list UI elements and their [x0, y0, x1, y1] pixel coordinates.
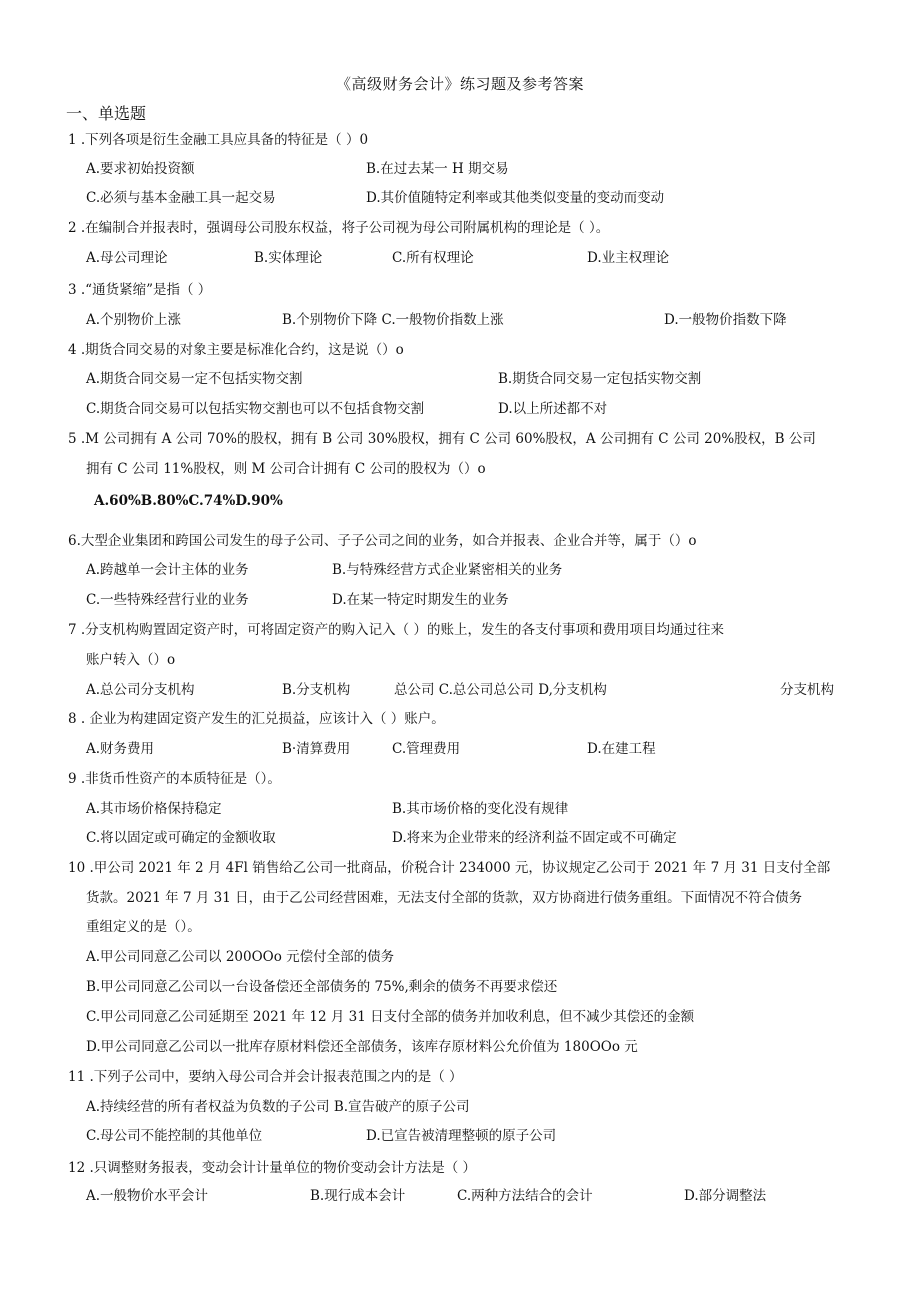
question-10-option-d: D.甲公司同意乙公司以一批库存原材料偿还全部债务，该库存原材料公允价值为 180OOo 元 [86, 1039, 638, 1055]
question-12-option-d: D.部分调整法 [684, 1188, 767, 1204]
question-10-stem-line-3: 重组定义的是（）。 [86, 919, 201, 935]
question-2-option-c: C.所有权理论 [392, 250, 474, 266]
question-5-stem-line-2: 拥有 C 公司 11%股权，则 M 公司合计拥有 C 公司的股权为（）o [86, 461, 486, 477]
question-4-option-a: A.期货合同交易一定不包括实物交割 [86, 371, 303, 387]
question-12-option-c: C.两种方法结合的会计 [457, 1188, 593, 1204]
question-6-stem: 6.大型企业集团和跨国公司发生的母子公司、子子公司之间的业务，如合并报表、企业合并等，属于（）o [68, 533, 697, 549]
question-4-option-b: B.期货合同交易一定包括实物交割 [498, 371, 702, 387]
question-10-option-b: B.甲公司同意乙公司以一台设备偿还全部债务的 75%,剩余的债务不再要求偿还 [86, 979, 558, 995]
question-7-option-tail: 分支机构 [780, 682, 834, 698]
question-5-stem-line-1: 5 .M 公司拥有 A 公司 70%的股权，拥有 B 公司 30%股权，拥有 C 公司 60%股权，A 公司拥有 C 公司 20%股权，B 公司 [68, 431, 816, 447]
question-9-option-a: A.其市场价格保持稳定 [86, 801, 222, 817]
question-4-option-c: C.期货合同交易可以包括实物交割也可以不包括食物交割 [86, 401, 425, 417]
question-2-option-d: D.业主权理论 [587, 250, 670, 266]
question-6-option-c: C.一些特殊经营行业的业务 [86, 592, 249, 608]
question-3-option-bc: B.个别物价下降 C.一般物价指数上涨 [282, 312, 504, 328]
question-9-option-b: B.其市场价格的变化没有规律 [392, 801, 569, 817]
question-8-option-d: D.在建工程 [587, 741, 656, 757]
question-8-option-a: A.财务费用 [86, 741, 155, 757]
question-3-stem: 3 .“通货紧缩”是指（ ） [68, 282, 212, 298]
question-11-option-d: D.已宣告被清理整顿的原子公司 [366, 1128, 557, 1144]
question-9-stem: 9 .非货币性资产的本质特征是（）。 [68, 771, 281, 787]
question-7-option-a: A.总公司分支机构 [86, 682, 195, 698]
question-2-option-a: A.母公司理论 [86, 250, 168, 266]
question-1-option-a: A.要求初始投资额 [86, 161, 195, 177]
question-1-stem: 1 .下列各项是衍生金融工具应具备的特征是（ ）0 [68, 132, 369, 148]
question-6-option-d: D.在某一特定时期发生的业务 [332, 592, 509, 608]
question-2-stem: 2 .在编制合并报表时，强调母公司股东权益，将子公司视为母公司附属机构的理论是（ ）。 [68, 220, 610, 236]
question-10-option-c: C.甲公司同意乙公司延期至 2021 年 12 月 31 日支付全部的债务并加收利息，但不减少其偿还的金额 [86, 1009, 695, 1025]
question-3-option-a: A.个别物价上涨 [86, 312, 182, 328]
question-11-option-c: C.母公司不能控制的其他单位 [86, 1128, 263, 1144]
question-1-option-c: C.必须与基本金融工具一起交易 [86, 190, 276, 206]
question-10-stem-line-2: 货款。2021 年 7 月 31 日，由于乙公司经营困难，无法支付全部的货款，双方协商进行债务重组。下面情况不符合债务 [86, 890, 803, 906]
question-7-option-b: B.分支机构 [282, 682, 351, 698]
question-12-option-a: A.一般物价水平会计 [86, 1188, 209, 1204]
question-4-option-d: D.以上所述都不对 [498, 401, 608, 417]
question-7-option-cd: 总公司 C.总公司总公司 D,分支机构 [394, 682, 607, 698]
question-8-stem: 8 . 企业为构建固定资产发生的汇兑损益，应该计入（ ）账户。 [68, 711, 445, 727]
section-heading: 一、单选题 [66, 104, 147, 123]
question-11-option-ab: A.持续经营的所有者权益为负数的子公司 B.宣告破产的原子公司 [86, 1099, 470, 1115]
question-10-option-a: A.甲公司同意乙公司以 200OOo 元偿付全部的债务 [86, 949, 395, 965]
question-3-option-d: D.一般物价指数下降 [664, 312, 787, 328]
question-8-option-c: C.管理费用 [392, 741, 461, 757]
document-title: 《高级财务会计》练习题及参考答案 [335, 75, 584, 93]
question-12-stem: 12 .只调整财务报表，变动会计计量单位的物价变动会计方法是（ ） [68, 1160, 477, 1176]
question-5-options: A.60%B.80%C.74%D.90% [94, 493, 283, 509]
question-1-option-b: B.在过去某一 H 期交易 [366, 161, 509, 177]
question-6-option-b: B.与特殊经营方式企业紧密相关的业务 [332, 562, 563, 578]
question-12-option-b: B.现行成本会计 [310, 1188, 406, 1204]
question-11-stem: 11 .下列子公司中，要纳入母公司合并会计报表范围之内的是（ ） [68, 1069, 463, 1085]
question-2-option-b: B.实体理论 [254, 250, 323, 266]
question-8-option-b: B·清算费用 [282, 741, 351, 757]
question-4-stem: 4 .期货合同交易的对象主要是标准化合约，这是说（）o [68, 342, 404, 358]
question-7-stem-line-2: 账户转入（）o [86, 652, 176, 668]
question-1-option-d: D.其价值随特定利率或其他类似变量的变动而变动 [366, 190, 665, 206]
question-7-stem-line-1: 7 .分支机构购置固定资产时，可将固定资产的购入记入（ ）的账上，发生的各支付事项和费用项目均通过往来 [68, 622, 724, 638]
question-6-option-a: A.跨越单一会计主体的业务 [86, 562, 249, 578]
question-10-stem-line-1: 10 .甲公司 2021 年 2 月 4Fl 销售给乙公司一批商品，价税合计 234000 元，协议规定乙公司于 2021 年 7 月 31 日支付全部 [68, 860, 831, 876]
question-9-option-d: D.将来为企业带来的经济利益不固定或不可确定 [392, 830, 677, 846]
question-9-option-c: C.将以固定或可确定的金额收取 [86, 830, 276, 846]
